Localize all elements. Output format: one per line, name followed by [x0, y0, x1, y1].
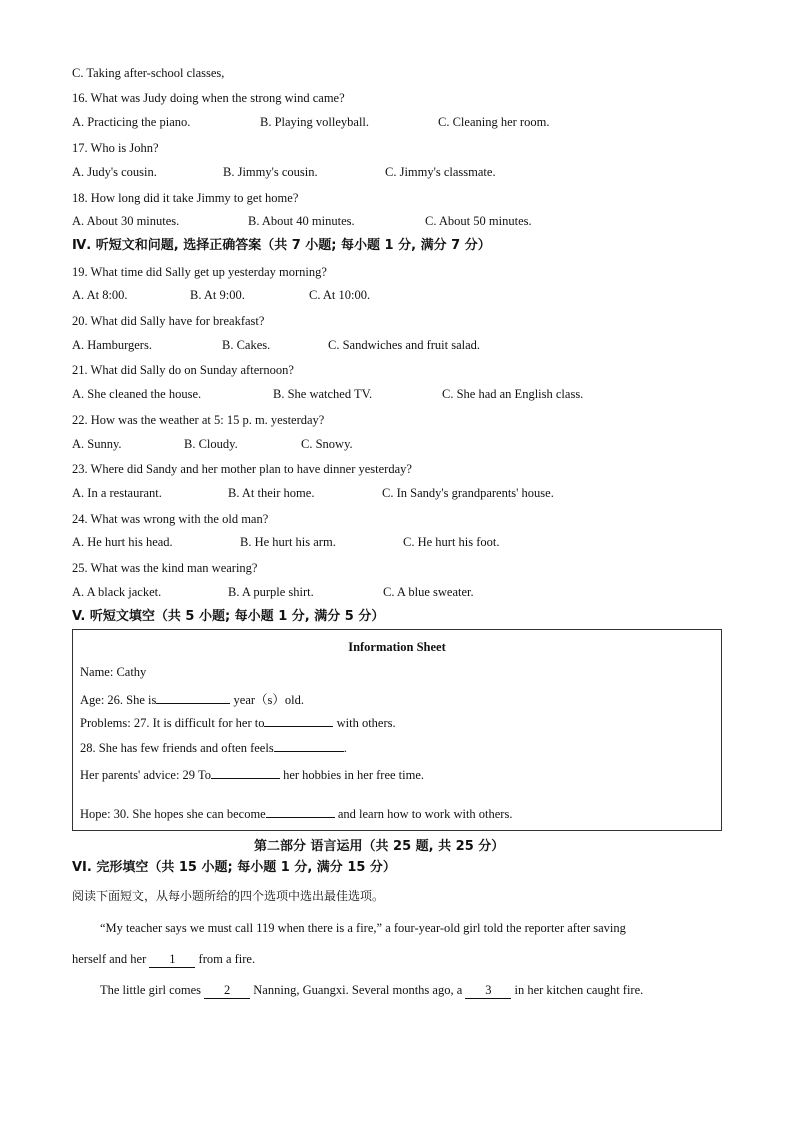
- option-b: B. A purple shirt.: [228, 585, 314, 599]
- section-heading: V. 听短文填空（共 5 小题; 每小题 1 分, 满分 5 分）: [72, 609, 385, 624]
- blank-27[interactable]: [264, 714, 333, 727]
- option-c: C. About 50 minutes.: [425, 214, 532, 228]
- question: 19. What time did Sally get up yesterday morning?: [72, 265, 327, 279]
- question: 22. How was the weather at 5: 15 p. m. yesterday?: [72, 413, 325, 427]
- option-a: A. Practicing the piano.: [72, 115, 191, 129]
- problems-suffix: with others.: [336, 716, 396, 730]
- option-c: C. Cleaning her room.: [438, 115, 550, 129]
- sheet-name: Name: Cathy: [80, 665, 147, 679]
- option-b: B. Cakes.: [222, 338, 271, 352]
- option-line: C. Taking after-school classes,: [72, 66, 225, 80]
- sheet-advice: [80, 766, 424, 783]
- paragraph-line: [72, 951, 255, 968]
- option-a: A. She cleaned the house.: [72, 387, 202, 401]
- option-b: B. Playing volleyball.: [260, 115, 370, 129]
- section-heading: VI. 完形填空（共 15 小题; 每小题 1 分, 满分 15 分）: [72, 860, 396, 875]
- question: 25. What was the kind man wearing?: [72, 561, 258, 575]
- option-c: C. A blue sweater.: [383, 585, 474, 599]
- part-heading: 第二部分 语言运用（共 25 题, 共 25 分）: [254, 839, 505, 854]
- sheet-title: Information Sheet: [348, 640, 446, 654]
- option-c: C. She had an English class.: [442, 387, 584, 401]
- instruction: 阅读下面短文，从每小题所给的四个选项中选出最佳选项。: [72, 889, 385, 903]
- option-b: B. He hurt his arm.: [240, 535, 336, 549]
- option-c: C. Sandwiches and fruit salad.: [328, 338, 481, 352]
- advice-label: Her parents' advice: 29 To: [80, 768, 211, 782]
- option-b: B. About 40 minutes.: [248, 214, 355, 228]
- paragraph-text: The little girl comes: [100, 983, 202, 997]
- blank-29[interactable]: [211, 766, 280, 779]
- paragraph-text: from a fire.: [198, 952, 256, 966]
- option-c: C. Snowy.: [301, 437, 353, 451]
- question: 24. What was wrong with the old man?: [72, 512, 269, 526]
- blank-28[interactable]: [274, 739, 344, 752]
- question: 18. How long did it take Jimmy to get home?: [72, 191, 299, 205]
- information-sheet: [72, 629, 722, 831]
- hope-suffix: and learn how to work with others.: [337, 807, 513, 821]
- blank-30[interactable]: [266, 805, 335, 818]
- sheet-age: [80, 690, 304, 708]
- option-b: B. At 9:00.: [190, 288, 245, 302]
- option-b: B. Cloudy.: [184, 437, 238, 451]
- question: 17. Who is John?: [72, 141, 159, 155]
- problem-28-suffix: .: [343, 741, 347, 755]
- paragraph-line: “My teacher says we must call 119 when there is a fire,” a four-year-old girl told the reporter after saving: [100, 921, 626, 935]
- problem-28-label: 28. She has few friends and often feels: [80, 741, 274, 755]
- blank-1[interactable]: 1: [149, 951, 195, 968]
- age-label: Age: 26. She is: [80, 693, 157, 707]
- hope-label: Hope: 30. She hopes she can become: [80, 807, 266, 821]
- option-a: A. At 8:00.: [72, 288, 128, 302]
- option-c: C. He hurt his foot.: [403, 535, 500, 549]
- option-a: A. Judy's cousin.: [72, 165, 157, 179]
- option-a: A. Hamburgers.: [72, 338, 152, 352]
- question: 23. Where did Sandy and her mother plan to have dinner yesterday?: [72, 462, 412, 476]
- option-a: A. A black jacket.: [72, 585, 162, 599]
- question: 20. What did Sally have for breakfast?: [72, 314, 265, 328]
- option-a: A. In a restaurant.: [72, 486, 162, 500]
- option-b: B. Jimmy's cousin.: [223, 165, 318, 179]
- blank-26[interactable]: [156, 691, 230, 704]
- question: 16. What was Judy doing when the strong wind came?: [72, 91, 345, 105]
- paragraph-text: herself and her: [72, 952, 147, 966]
- problems-label: Problems: 27. It is difficult for her to: [80, 716, 265, 730]
- option-a: A. He hurt his head.: [72, 535, 173, 549]
- sheet-problems: [80, 714, 396, 731]
- question: 21. What did Sally do on Sunday afternoon?: [72, 363, 294, 377]
- option-b: B. She watched TV.: [273, 387, 373, 401]
- option-c: C. Jimmy's classmate.: [385, 165, 496, 179]
- sheet-hope: [80, 805, 512, 822]
- option-c: C. At 10:00.: [309, 288, 371, 302]
- age-suffix: year（s）old.: [233, 693, 304, 707]
- advice-suffix: her hobbies in her free time.: [283, 768, 425, 782]
- paragraph-line: [100, 982, 643, 999]
- sheet-problem-28: [80, 739, 347, 756]
- option-a: A. About 30 minutes.: [72, 214, 180, 228]
- option-c: C. In Sandy's grandparents' house.: [382, 486, 554, 500]
- option-a: A. Sunny.: [72, 437, 122, 451]
- section-heading: Ⅳ. 听短文和问题, 选择正确答案（共 7 小题; 每小题 1 分, 满分 7 分）: [72, 238, 491, 253]
- paragraph-text: in her kitchen caught fire.: [514, 983, 644, 997]
- blank-3[interactable]: 3: [465, 982, 511, 999]
- blank-2[interactable]: 2: [204, 982, 250, 999]
- option-b: B. At their home.: [228, 486, 315, 500]
- paragraph-text: Nanning, Guangxi. Several months ago, a: [253, 983, 463, 997]
